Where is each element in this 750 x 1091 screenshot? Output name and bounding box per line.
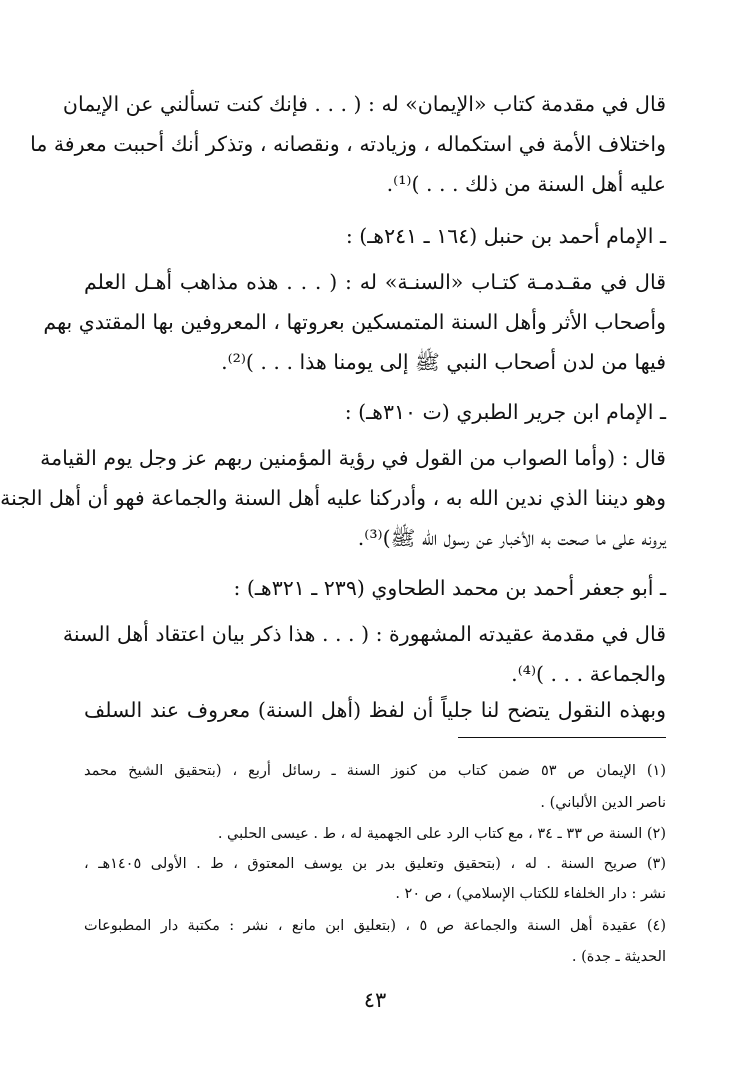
body-line: وأصحاب الأثر وأهل السنة المتمسكين بعروتها ، المعروفين بها المقتدي بهم [43,310,666,334]
footnote-line: (١) الإيمان ص ٥٣ ضمن كتاب من كنوز السنة ـ رسائل أربع ، (بتحقيق الشيخ محمد [84,763,666,779]
section-heading: ـ الإمام ابن جرير الطبري (ت ٣١٠هـ) : [344,400,666,424]
body-line: فيها من لدن أصحاب النبي ﷺ إلى يومنا هذا . . . )⁽²⁾. [221,350,666,374]
body-line: واختلاف الأمة في استكماله ، وزيادته ، ونقصانه ، وتذكر أنك أحببت معرفة ما [30,132,666,156]
body-line: عليه أهل السنة من ذلك . . . )⁽¹⁾. [386,172,666,196]
body-line: يرونه على ما صحت به الأخبار عن رسول الله ﷺ)⁽³⁾. [357,526,666,550]
body-line: وهو ديننا الذي ندين الله به ، وأدركنا عليه أهل السنة والجماعة فهو أن أهل الجنة [0,486,666,510]
page-number: ٤٣ [363,988,387,1012]
footnote-line: (٤) عقيدة أهل السنة والجماعة ص ٥ ، (بتعليق ابن مانع ، نشر : مكتبة دار المطبوعات [84,918,667,934]
body-line: وبهذه النقول يتضح لنا جلياً أن لفظ (أهل السنة) معروف عند السلف [84,698,666,722]
footnote-line: (٣) صريح السنة . له ، (بتحقيق وتعليق بدر بن يوسف المعتوق ، ط . الأولى ١٤٠٥هـ ، [84,856,666,872]
body-line: قال في مقدمة كتاب «الإيمان» له : ( . . . فإنك كنت تسألني عن الإيمان [62,92,666,116]
body-line: قال : (وأما الصواب من القول في رؤية المؤمنين ربهم عز وجل يوم القيامة [40,446,666,470]
section-heading: ـ أبو جعفر أحمد بن محمد الطحاوي (٢٣٩ ـ ٣٢١هـ) : [233,576,666,600]
footnote-separator [458,737,666,738]
body-line: قال في مقدمة عقيدته المشهورة : ( . . . هذا ذكر بيان اعتقاد أهل السنة [62,622,666,646]
footnote-line: (٢) السنة ص ٣٣ ـ ٣٤ ، مع كتاب الرد على الجهمية له ، ط . عيسى الحلبي . [217,826,666,842]
body-line: والجماعة . . . )⁽⁴⁾. [511,662,666,686]
footnote-line: ناصر الدين الألباني) . [540,795,666,811]
section-heading: ـ الإمام أحمد بن حنبل (١٦٤ ـ ٢٤١هـ) : [345,224,666,248]
body-line: قال في مقـدمـة كتـاب «السنـة» له : ( . . . هذه مذاهب أهـل العلم [84,270,666,294]
footnote-line: نشر : دار الخلفاء للكتاب الإسلامي) ، ص ٢٠ . [395,886,666,902]
footnote-line: الحديثة ـ جدة) . [571,949,666,965]
